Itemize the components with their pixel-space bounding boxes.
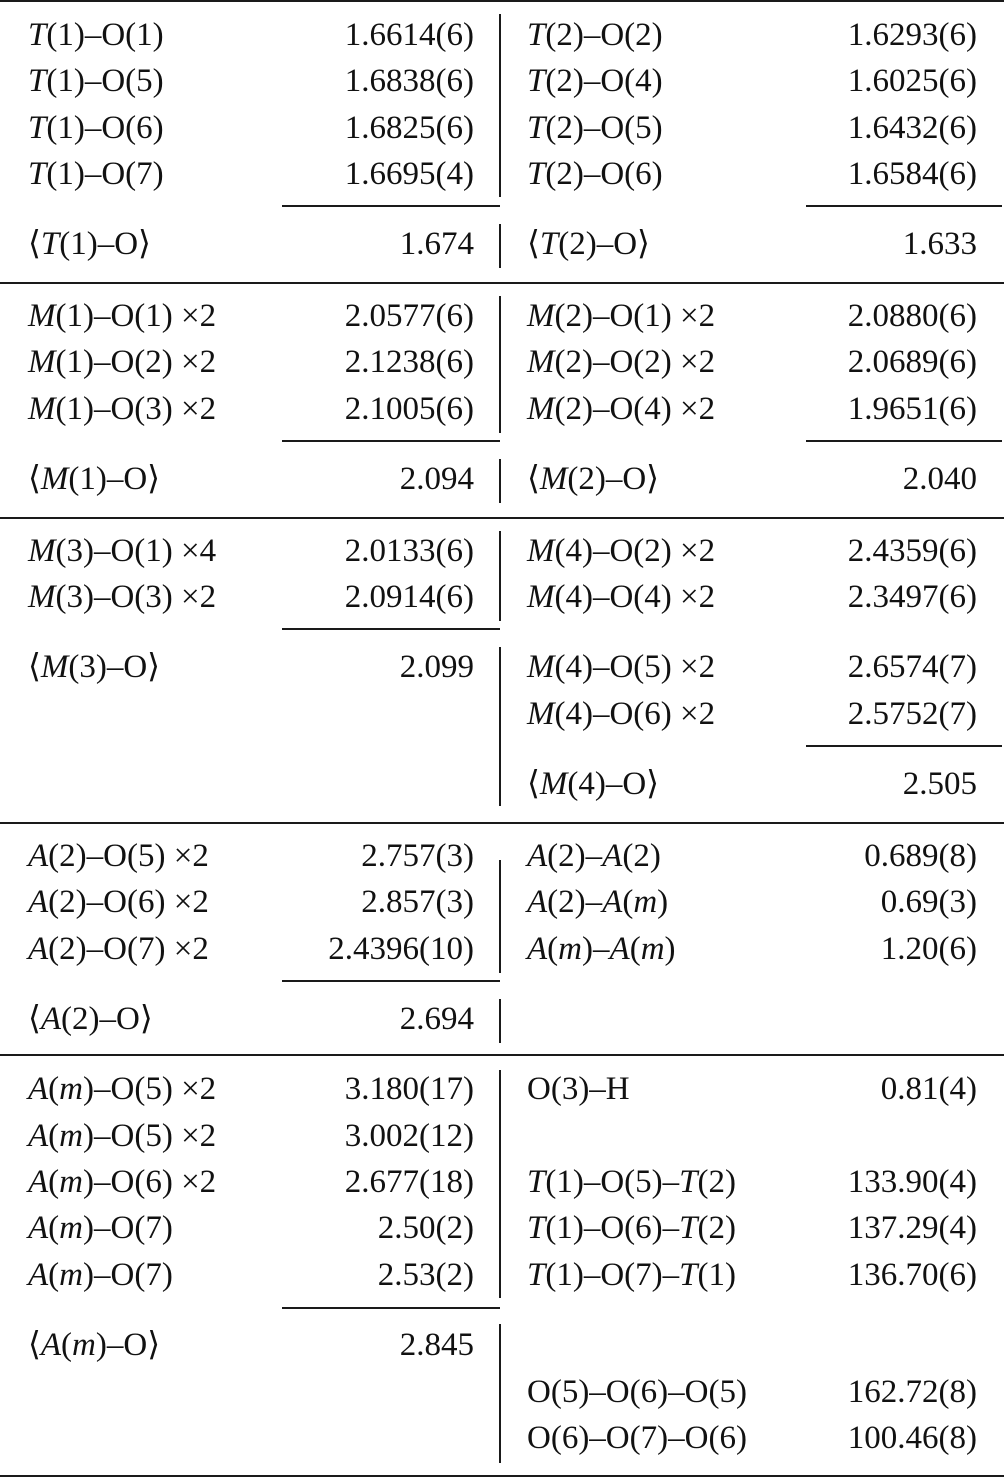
row-value: 1.633 (902, 226, 977, 262)
row-label: A(m)–O(5) ×2 (28, 1071, 217, 1107)
row-value: 137.29(4) (847, 1210, 977, 1246)
row-value: 136.70(6) (847, 1257, 977, 1293)
row-label: O(5)–O(6)–O(5) (527, 1374, 747, 1410)
column-separator (499, 296, 501, 433)
row-value: 2.757(3) (361, 838, 474, 874)
row-value: 0.81(4) (880, 1071, 977, 1107)
row-label: M(1)–O(3) ×2 (28, 391, 217, 427)
row-label: A(2)–O(5) ×2 (28, 838, 209, 874)
row-value: 2.4359(6) (847, 533, 977, 569)
row-value: 2.677(18) (344, 1164, 474, 1200)
row-label: M(2)–O(1) ×2 (527, 298, 716, 334)
row-value: 1.6432(6) (847, 110, 977, 146)
row-value: 2.099 (399, 649, 474, 685)
row-value: 1.6293(6) (847, 17, 977, 53)
row-label: M(3)–O(1) ×4 (28, 533, 217, 569)
row-value: 3.180(17) (344, 1071, 474, 1107)
row-value: 2.53(2) (377, 1257, 474, 1293)
row-label: ⟨M(4)–O⟩ (527, 766, 660, 802)
row-label: M(2)–O(4) ×2 (527, 391, 716, 427)
row-label: A(m)–O(5) ×2 (28, 1118, 217, 1154)
column-separator (499, 1070, 501, 1298)
row-value: 2.694 (399, 1001, 474, 1037)
row-label: T(1)–O(5) (28, 63, 164, 99)
row-label: T(1)–O(5)–T(2) (527, 1164, 736, 1200)
row-value: 162.72(8) (847, 1374, 977, 1410)
row-label: T(2)–O(5) (527, 110, 663, 146)
row-label: M(3)–O(3) ×2 (28, 579, 217, 615)
row-label: ⟨T(1)–O⟩ (28, 226, 151, 262)
row-value: 0.69(3) (880, 884, 977, 920)
row-label: A(2)–A(m) (527, 884, 669, 920)
row-label: ⟨M(1)–O⟩ (28, 461, 161, 497)
row-value: 2.6574(7) (847, 649, 977, 685)
row-value: 1.6025(6) (847, 63, 977, 99)
row-value: 100.46(8) (847, 1420, 977, 1456)
row-label: T(2)–O(4) (527, 63, 663, 99)
row-label: T(1)–O(6)–T(2) (527, 1210, 736, 1246)
sum-underline (806, 440, 1002, 442)
row-value: 1.6838(6) (344, 63, 474, 99)
row-label: M(2)–O(2) ×2 (527, 344, 716, 380)
row-value: 2.040 (902, 461, 977, 497)
row-label: A(m)–O(7) (28, 1210, 173, 1246)
row-value: 2.0914(6) (344, 579, 474, 615)
row-value: 2.857(3) (361, 884, 474, 920)
sum-underline (282, 1307, 500, 1309)
row-value: 2.0133(6) (344, 533, 474, 569)
row-value: 3.002(12) (344, 1118, 474, 1154)
section-divider (0, 0, 1004, 2)
column-separator (499, 647, 501, 806)
column-separator (499, 14, 501, 197)
row-label: ⟨A(m)–O⟩ (28, 1327, 161, 1363)
row-value: 2.5752(7) (847, 696, 977, 732)
row-value: 1.6584(6) (847, 156, 977, 192)
row-value: 1.6695(4) (344, 156, 474, 192)
row-value: 2.0689(6) (847, 344, 977, 380)
column-separator (499, 224, 501, 268)
sum-underline (282, 205, 500, 207)
row-value: 1.674 (399, 226, 474, 262)
row-value: 2.0577(6) (344, 298, 474, 334)
row-label: O(3)–H (527, 1071, 630, 1107)
column-separator (499, 531, 501, 621)
column-separator (499, 1324, 501, 1463)
row-label: T(1)–O(7)–T(1) (527, 1257, 736, 1293)
column-separator (499, 860, 501, 973)
row-label: M(4)–O(4) ×2 (527, 579, 716, 615)
row-label: T(1)–O(1) (28, 17, 164, 53)
row-value: 0.689(8) (864, 838, 977, 874)
sum-underline (282, 440, 500, 442)
row-value: 2.3497(6) (847, 579, 977, 615)
row-label: ⟨M(2)–O⟩ (527, 461, 660, 497)
row-value: 2.1238(6) (344, 344, 474, 380)
row-value: 2.50(2) (377, 1210, 474, 1246)
row-label: A(2)–O(7) ×2 (28, 931, 209, 967)
row-label: M(1)–O(2) ×2 (28, 344, 217, 380)
row-value: 133.90(4) (847, 1164, 977, 1200)
row-label: M(1)–O(1) ×2 (28, 298, 217, 334)
section-divider (0, 822, 1004, 824)
row-value: 2.4396(10) (328, 931, 474, 967)
row-value: 2.845 (399, 1327, 474, 1363)
row-label: T(2)–O(2) (527, 17, 663, 53)
row-value: 1.6614(6) (344, 17, 474, 53)
row-label: T(1)–O(7) (28, 156, 164, 192)
row-value: 2.505 (902, 766, 977, 802)
column-separator (499, 459, 501, 503)
row-label: A(m)–A(m) (527, 931, 676, 967)
sum-underline (806, 205, 1002, 207)
row-label: A(m)–O(6) ×2 (28, 1164, 217, 1200)
row-label: ⟨A(2)–O⟩ (28, 1001, 153, 1037)
row-label: ⟨M(3)–O⟩ (28, 649, 161, 685)
row-label: T(2)–O(6) (527, 156, 663, 192)
row-label: O(6)–O(7)–O(6) (527, 1420, 747, 1456)
sum-underline (282, 628, 500, 630)
row-label: A(2)–O(6) ×2 (28, 884, 209, 920)
row-label: ⟨T(2)–O⟩ (527, 226, 650, 262)
row-value: 2.1005(6) (344, 391, 474, 427)
row-value: 1.6825(6) (344, 110, 474, 146)
row-label: M(4)–O(5) ×2 (527, 649, 716, 685)
sum-underline (806, 745, 1002, 747)
sum-underline (282, 980, 500, 982)
row-value: 2.0880(6) (847, 298, 977, 334)
table-bottom-rule (0, 1475, 1004, 1477)
row-label: A(2)–A(2) (527, 838, 661, 874)
section-divider (0, 282, 1004, 284)
row-value: 1.20(6) (880, 931, 977, 967)
section-divider (0, 1054, 1004, 1056)
row-value: 1.9651(6) (847, 391, 977, 427)
column-separator (499, 999, 501, 1043)
row-value: 2.094 (399, 461, 474, 497)
row-label: M(4)–O(2) ×2 (527, 533, 716, 569)
row-label: T(1)–O(6) (28, 110, 164, 146)
row-label: A(m)–O(7) (28, 1257, 173, 1293)
section-divider (0, 517, 1004, 519)
row-label: M(4)–O(6) ×2 (527, 696, 716, 732)
